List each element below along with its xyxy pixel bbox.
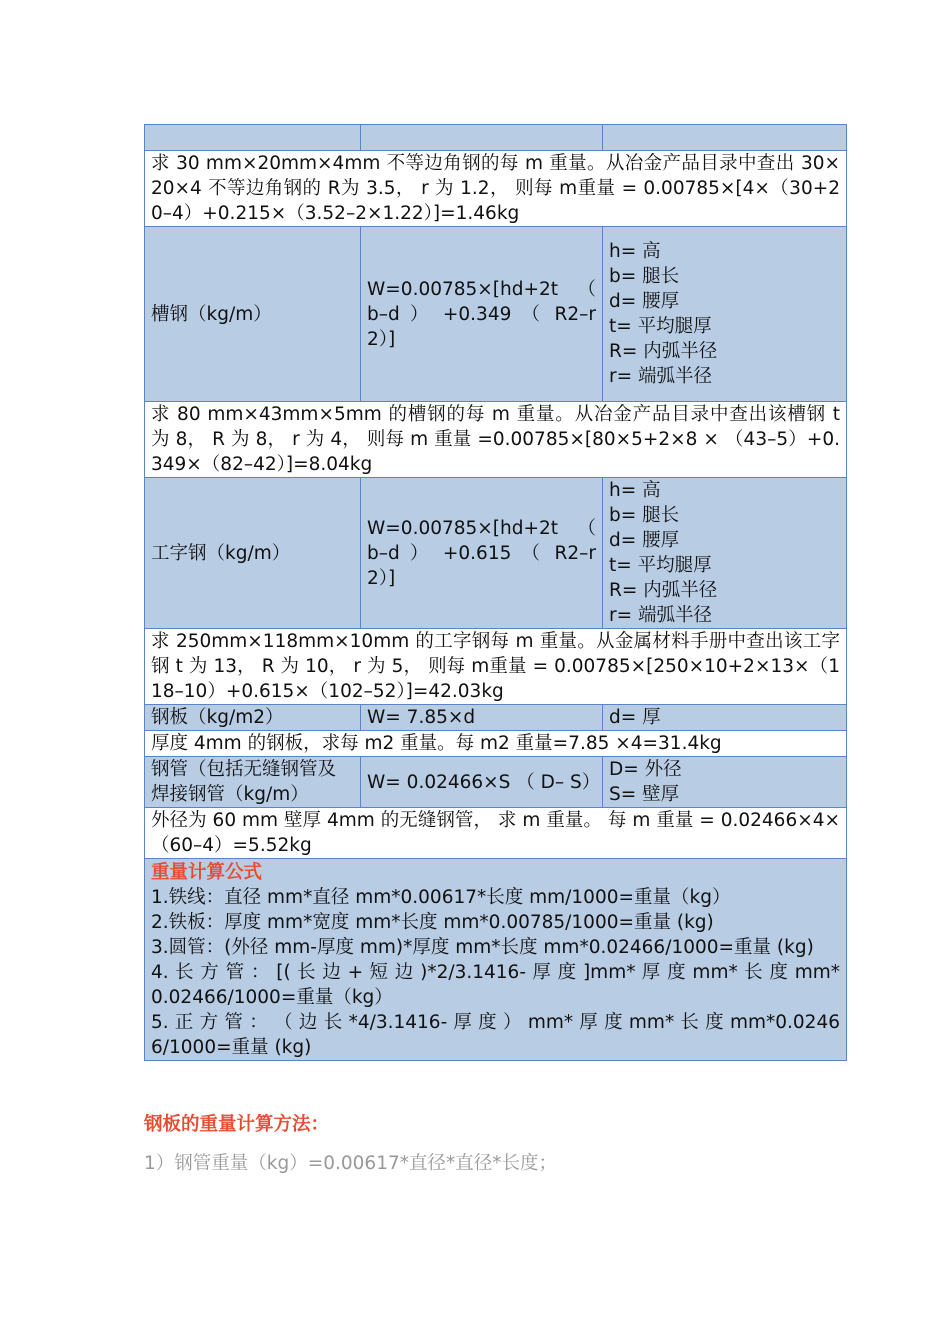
steel-weight-table	[144, 124, 847, 1061]
table-row	[145, 808, 847, 859]
formula-line: 1.铁线：直径 mm*直径 mm*0.00617*长度 mm/1000=重量（kg）	[151, 886, 731, 908]
ibeam-symbols: h= 高 b= 腿长 d= 腰厚 t= 平均腿厚 R= 内弧半径 r= 端弧半径	[603, 478, 847, 629]
formula-line: 5. 正 方 管 ： （ 边 长 *4/3.1416- 厚 度 ） mm* 厚 度 mm* 长 度 mm*0.02466/1000=重量 (kg)	[151, 1011, 840, 1058]
channel-steel-name: 槽钢（kg/m）	[145, 227, 361, 402]
table-row	[145, 402, 847, 478]
steel-plate-example: 厚度 4mm 的钢板，求每 m2 重量。每 m2 重量=7.85 ×4=31.4kg	[145, 731, 847, 757]
steel-tube-formula: W= 0.02466×S （ D– S）	[361, 757, 603, 808]
weight-formulas-cell	[145, 859, 847, 1061]
channel-steel-example: 求 80 mm×43mm×5mm 的槽钢的每 m 重量。从冶金产品目录中查出该槽钢 t 为 8， R 为 8， r 为 4， 则每 m 重量 =0.00785×[80×5+2×8 × （43–5）+0.349×（82–42）]=8.04kg	[145, 402, 847, 478]
steel-plate-symbols: d= 厚	[603, 705, 847, 731]
formulas-title: 重量计算公式	[151, 861, 263, 883]
angle-steel-example: 求 30 mm×20mm×4mm 不等边角钢的每 m 重量。从冶金产品目录中查出 30×20×4 不等边角钢的 R为 3.5， r 为 1.2， 则每 m重量 = 0.00785×[4×（30+20–4）+0.215×（3.52–2×1.22）]=1.46kg	[145, 151, 847, 227]
table-row	[145, 629, 847, 705]
table-row	[145, 478, 847, 629]
tube-weight-note: 1）钢管重量（kg）=0.00617*直径*直径*长度；	[144, 1153, 557, 1174]
table-row	[145, 731, 847, 757]
table-row	[145, 757, 847, 808]
empty-cell	[361, 125, 603, 151]
steel-tube-name: 钢管（包括无缝钢管及焊接钢管（kg/m）	[145, 757, 361, 808]
steel-plate-name: 钢板（kg/m2）	[145, 705, 361, 731]
steel-tube-symbols: D= 外径 S= 壁厚	[603, 757, 847, 808]
steel-plate-formula: W= 7.85×d	[361, 705, 603, 731]
table-header-row	[145, 125, 847, 151]
formula-line: 2.铁板：厚度 mm*宽度 mm*长度 mm*0.00785/1000=重量 (kg)	[151, 911, 714, 933]
table-row	[145, 859, 847, 1061]
empty-cell	[145, 125, 361, 151]
formula-line: 3.圆管：(外径 mm-厚度 mm)*厚度 mm*长度 mm*0.02466/1000=重量 (kg)	[151, 936, 814, 958]
channel-steel-symbols: h= 高 b= 腿长 d= 腰厚 t= 平均腿厚 R= 内弧半径 r= 端弧半径	[603, 227, 847, 402]
section-title: 钢板的重量计算方法：	[144, 1114, 330, 1135]
table-row	[145, 151, 847, 227]
channel-steel-formula: W=0.00785×[hd+2t （ b–d ） +0.349 （ R2–r2）]	[361, 227, 603, 402]
formula-line: 4. 长 方 管 ： [( 长 边 + 短 边 )*2/3.1416- 厚 度 ]mm* 厚 度 mm* 长 度 mm*0.02466/1000=重量（kg）	[151, 961, 840, 1008]
empty-cell	[603, 125, 847, 151]
table-row	[145, 227, 847, 402]
steel-tube-example: 外径为 60 mm 壁厚 4mm 的无缝钢管， 求 m 重量。 每 m 重量 = 0.02466×4×（60–4）=5.52kg	[145, 808, 847, 859]
table-row	[145, 705, 847, 731]
ibeam-example: 求 250mm×118mm×10mm 的工字钢每 m 重量。从金属材料手册中查出该工字钢 t 为 13， R 为 10， r 为 5， 则每 m重量 = 0.00785×[250×10+2×13×（118–10）+0.615×（102–52）]=42.03kg	[145, 629, 847, 705]
ibeam-name: 工字钢（kg/m）	[145, 478, 361, 629]
ibeam-formula: W=0.00785×[hd+2t （ b–d ） +0.615 （ R2–r2）]	[361, 478, 603, 629]
